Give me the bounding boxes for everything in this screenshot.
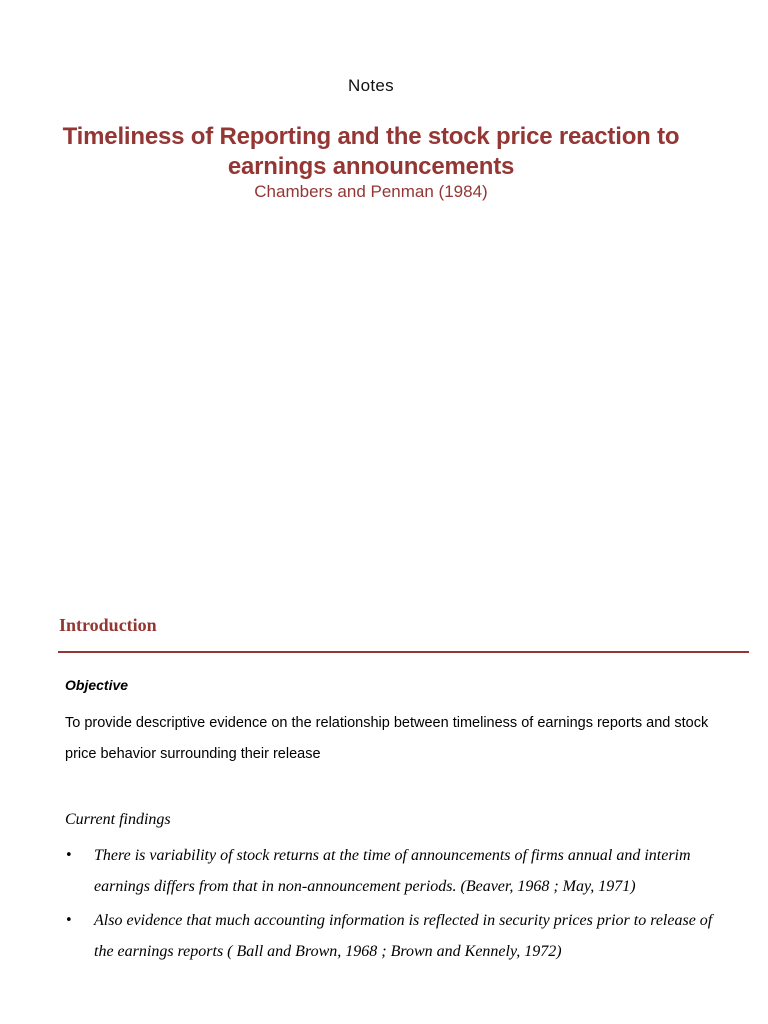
findings-list — [65, 840, 715, 970]
list-item — [65, 905, 715, 967]
document-subtitle: Chambers and Penman (1984) — [254, 182, 488, 201]
notes-label: Notes — [348, 76, 394, 95]
section-heading-introduction: Introduction — [59, 615, 157, 635]
list-item-text: There is variability of stock returns at the time of announcements of firms annual and interim earnings differs from that in non-announcement periods. (Beaver, 1968 ; May, 1971) — [94, 847, 691, 895]
bullet-icon: • — [65, 913, 73, 928]
list-item-text: Also evidence that much accounting information is reflected in security prices prior to release of the earnings reports ( Ball and Brown, 1968 ; Brown and Kennely, 1972) — [94, 912, 713, 960]
section-divider — [58, 651, 749, 653]
bullet-icon: • — [65, 848, 73, 863]
list-item — [65, 840, 715, 902]
current-findings-label: Current findings — [65, 811, 171, 828]
objective-text: To provide descriptive evidence on the relationship between timeliness of earnings reports and stock price behavior surrounding their release — [65, 715, 709, 762]
objective-label: Objective — [65, 677, 129, 693]
document-title: Timeliness of Reporting and the stock price reaction to earnings announcements — [62, 123, 680, 180]
